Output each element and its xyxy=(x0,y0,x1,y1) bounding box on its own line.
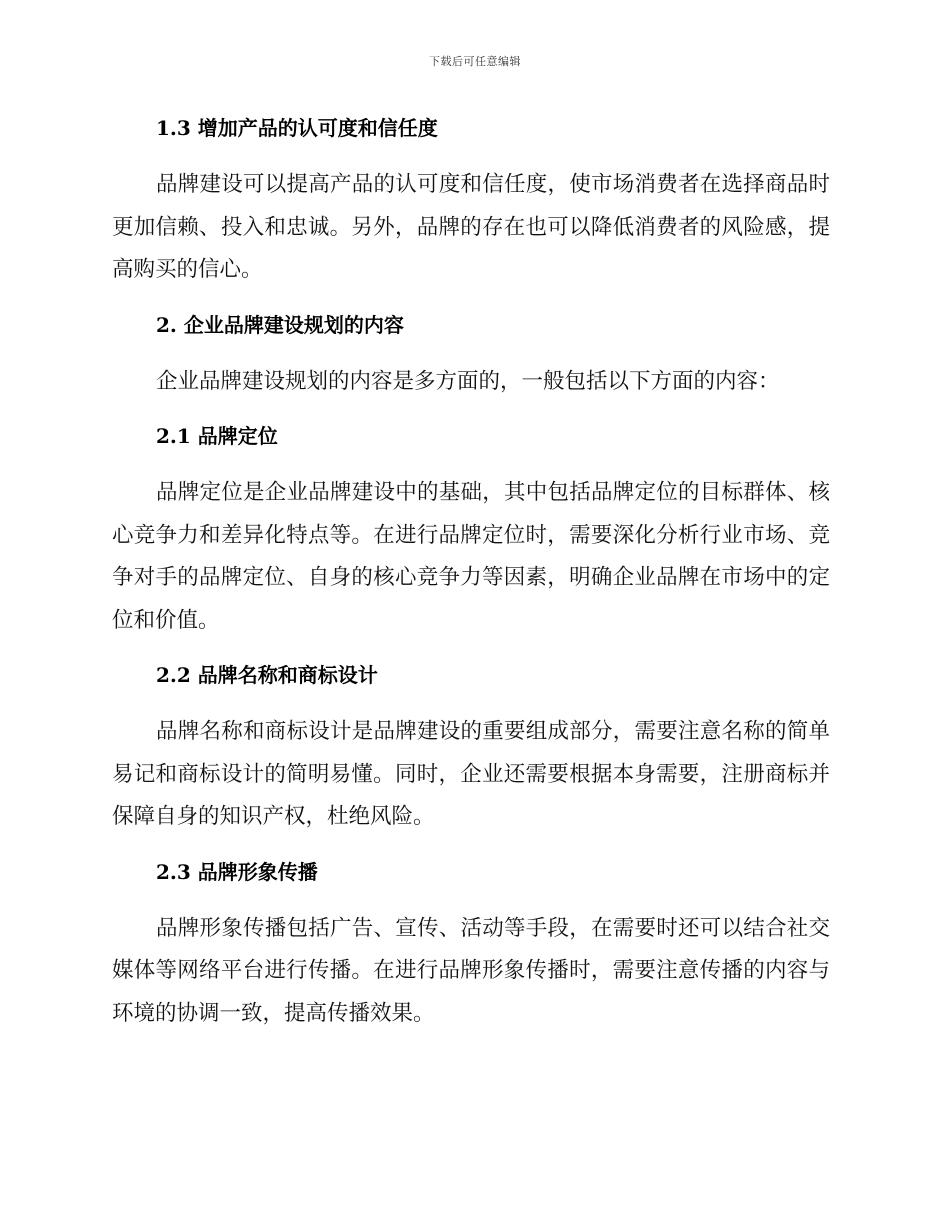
document-body xyxy=(112,108,830,1035)
section-heading-2: 2. 企业品牌建设规划的内容 xyxy=(156,312,404,337)
section-paragraph-2-3: 品牌形象传播包括广告、宣传、活动等手段，在需要时还可以结合社交媒体等网络平台进行传播。在进行品牌形象传播时，需要注意传播的内容与环境的协调一致，提高传播效果。 xyxy=(112,915,830,1026)
page-header: 下载后可任意编辑 xyxy=(429,55,521,68)
section-heading-2-2: 2.2 品牌名称和商标设计 xyxy=(156,663,378,687)
section-paragraph-1-3: 品牌建设可以提高产品的认可度和信任度，使市场消费者在选择商品时更加信赖、投入和忠诚。另外，品牌的存在也可以降低消费者的风险感，提高购买的信心。 xyxy=(112,172,830,282)
section-heading-2-1: 2.1 品牌定位 xyxy=(156,424,278,448)
section-heading-1-3: 1.3 增加产品的认可度和信任度 xyxy=(156,116,438,140)
section-paragraph-2-1: 品牌定位是企业品牌建设中的基础，其中包括品牌定位的目标群体、核心竞争力和差异化特点等。在进行品牌定位时，需要深化分析行业市场、竞争对手的品牌定位、自身的核心竞争力等因素，明确企业品牌在市场中的定位和价值。 xyxy=(112,480,830,633)
section-paragraph-2-2: 品牌名称和商标设计是品牌建设的重要组成部分，需要注意名称的简单易记和商标设计的简明易懂。同时，企业还需要根据本身需要，注册商标并保障自身的知识产权，杜绝风险。 xyxy=(112,719,830,829)
section-paragraph-2: 企业品牌建设规划的内容是多方面的，一般包括以下方面的内容： xyxy=(156,368,780,394)
section-heading-2-3: 2.3 品牌形象传播 xyxy=(156,859,318,884)
